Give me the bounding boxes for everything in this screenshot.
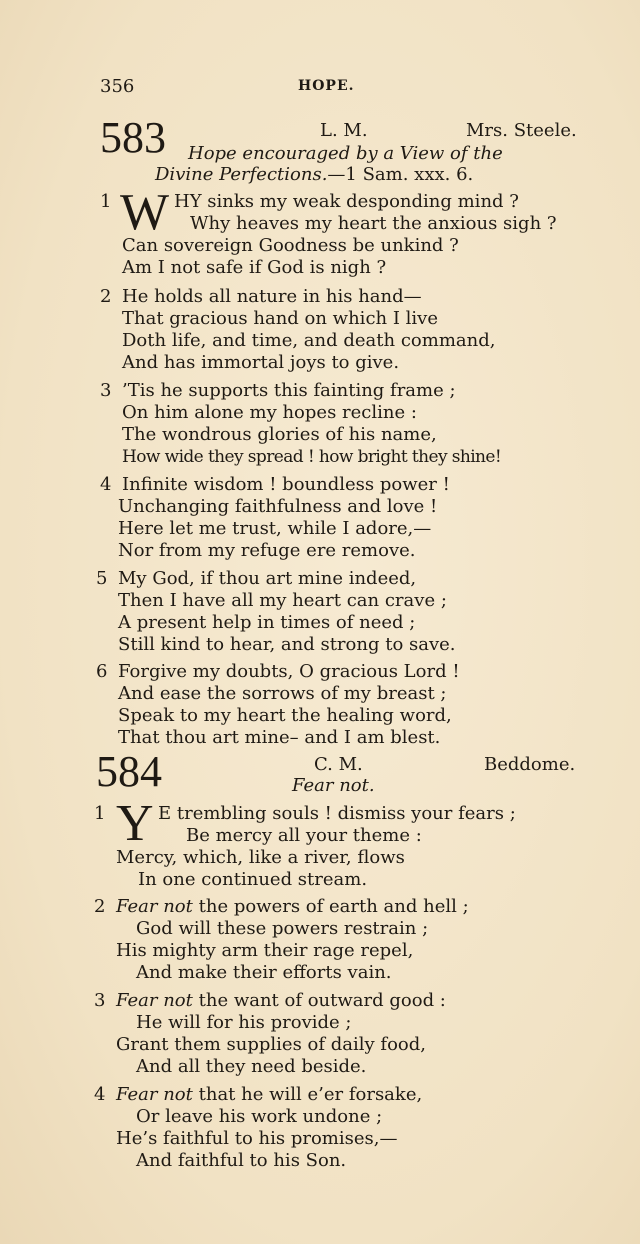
verse-number: 3 [100, 380, 112, 401]
verse-number: 2 [94, 896, 106, 917]
verse-line: That gracious hand on which I live [122, 308, 439, 329]
hymn-title: Hope encouraged by a View of the [188, 143, 503, 164]
verse-line: Or leave his work undone ; [136, 1106, 383, 1127]
verse-line: How wide they spread ! how bright they shine! [122, 447, 502, 467]
scripture-reference: —1 Sam. xxx. 6. [327, 164, 474, 185]
verse-line: Unchanging faithfulness and love ! [118, 496, 438, 517]
verse-number: 5 [96, 568, 108, 589]
verse-line: He’s faithful to his promises,— [116, 1128, 398, 1149]
hymn-author: Mrs. Steele. [466, 120, 577, 141]
verse-line-rest: that he will e’er forsake, [192, 1084, 423, 1105]
verse-line: HY sinks my weak desponding mind ? [174, 191, 519, 212]
verse-number: 3 [94, 990, 106, 1011]
verse-line: Nor from my refuge ere remove. [118, 540, 416, 561]
verse-line: A present help in times of need ; [118, 612, 416, 633]
verse-line: Be mercy all your theme : [186, 825, 422, 846]
verse-line: ’Tis he supports this fainting frame ; [122, 380, 456, 401]
verse-line-rest: the powers of earth and hell ; [192, 896, 469, 917]
verse-line: Here let me trust, while I adore,— [118, 518, 432, 539]
page-number: 356 [100, 76, 135, 97]
italic-lead: Fear not [116, 1084, 193, 1105]
verse-number: 1 [100, 191, 112, 212]
page-header [100, 76, 580, 102]
verse-line: Infinite wisdom ! boundless power ! [122, 474, 450, 495]
verse-line: Mercy, which, like a river, flows [116, 847, 405, 868]
verse-line [116, 1084, 422, 1106]
verse-line: Am I not safe if God is nigh ? [122, 257, 387, 278]
hymn-number: 583 [100, 113, 166, 162]
verse-number: 4 [94, 1084, 106, 1105]
hymn-number: 584 [96, 747, 162, 796]
verse-line: Forgive my doubts, O gracious Lord ! [118, 661, 460, 682]
verse-line: He holds all nature in his hand— [122, 286, 422, 307]
verse-line: Can sovereign Goodness be unkind ? [122, 235, 459, 256]
hymn-title: Fear not. [292, 775, 375, 796]
verse-number: 6 [96, 661, 108, 682]
verse-line: Doth life, and time, and death command, [122, 330, 496, 351]
verse-line: And has immortal joys to give. [122, 352, 400, 373]
verse-number: 4 [100, 474, 112, 495]
verse-line: His mighty arm their rage repel, [116, 940, 414, 961]
hymn-title-continued [155, 164, 473, 185]
verse-line: And faithful to his Son. [136, 1150, 347, 1171]
hymn-author: Beddome. [484, 754, 576, 775]
hymn-meter: C. M. [314, 754, 363, 775]
verse-line [116, 990, 446, 1012]
verse-number: 2 [100, 286, 112, 307]
verse-line: And ease the sorrows of my breast ; [118, 683, 447, 704]
drop-cap: W [120, 184, 170, 241]
verse-line: On him alone my hopes recline : [122, 402, 417, 423]
verse-line: Grant them supplies of daily food, [116, 1034, 426, 1055]
verse-line: And all they need beside. [136, 1056, 367, 1077]
hymn-meter: L. M. [320, 120, 368, 141]
drop-cap: Y [116, 795, 154, 852]
verse-line: Then I have all my heart can crave ; [118, 590, 447, 611]
verse-line: He will for his provide ; [136, 1012, 352, 1033]
verse-line: That thou art mine– and I am blest. [118, 727, 441, 748]
verse-line: And make their efforts vain. [136, 962, 392, 983]
verse-line [116, 896, 469, 918]
running-head: HOPE. [298, 78, 355, 94]
hymn-title-part: Divine Perfections. [155, 164, 328, 185]
verse-line: Why heaves my heart the anxious sigh ? [190, 213, 557, 234]
verse-line: Speak to my heart the healing word, [118, 705, 452, 726]
verse-line: My God, if thou art mine indeed, [118, 568, 417, 589]
verse-line: God will these powers restrain ; [136, 918, 429, 939]
verse-line: In one continued stream. [138, 869, 368, 890]
verse-number: 1 [94, 803, 106, 824]
italic-lead: Fear not [116, 896, 193, 917]
verse-line: E trembling souls ! dismiss your fears ; [158, 803, 516, 824]
verse-line-rest: the want of outward good : [192, 990, 446, 1011]
verse-line: The wondrous glories of his name, [122, 424, 437, 445]
verse-line: Still kind to hear, and strong to save. [118, 634, 456, 655]
italic-lead: Fear not [116, 990, 193, 1011]
